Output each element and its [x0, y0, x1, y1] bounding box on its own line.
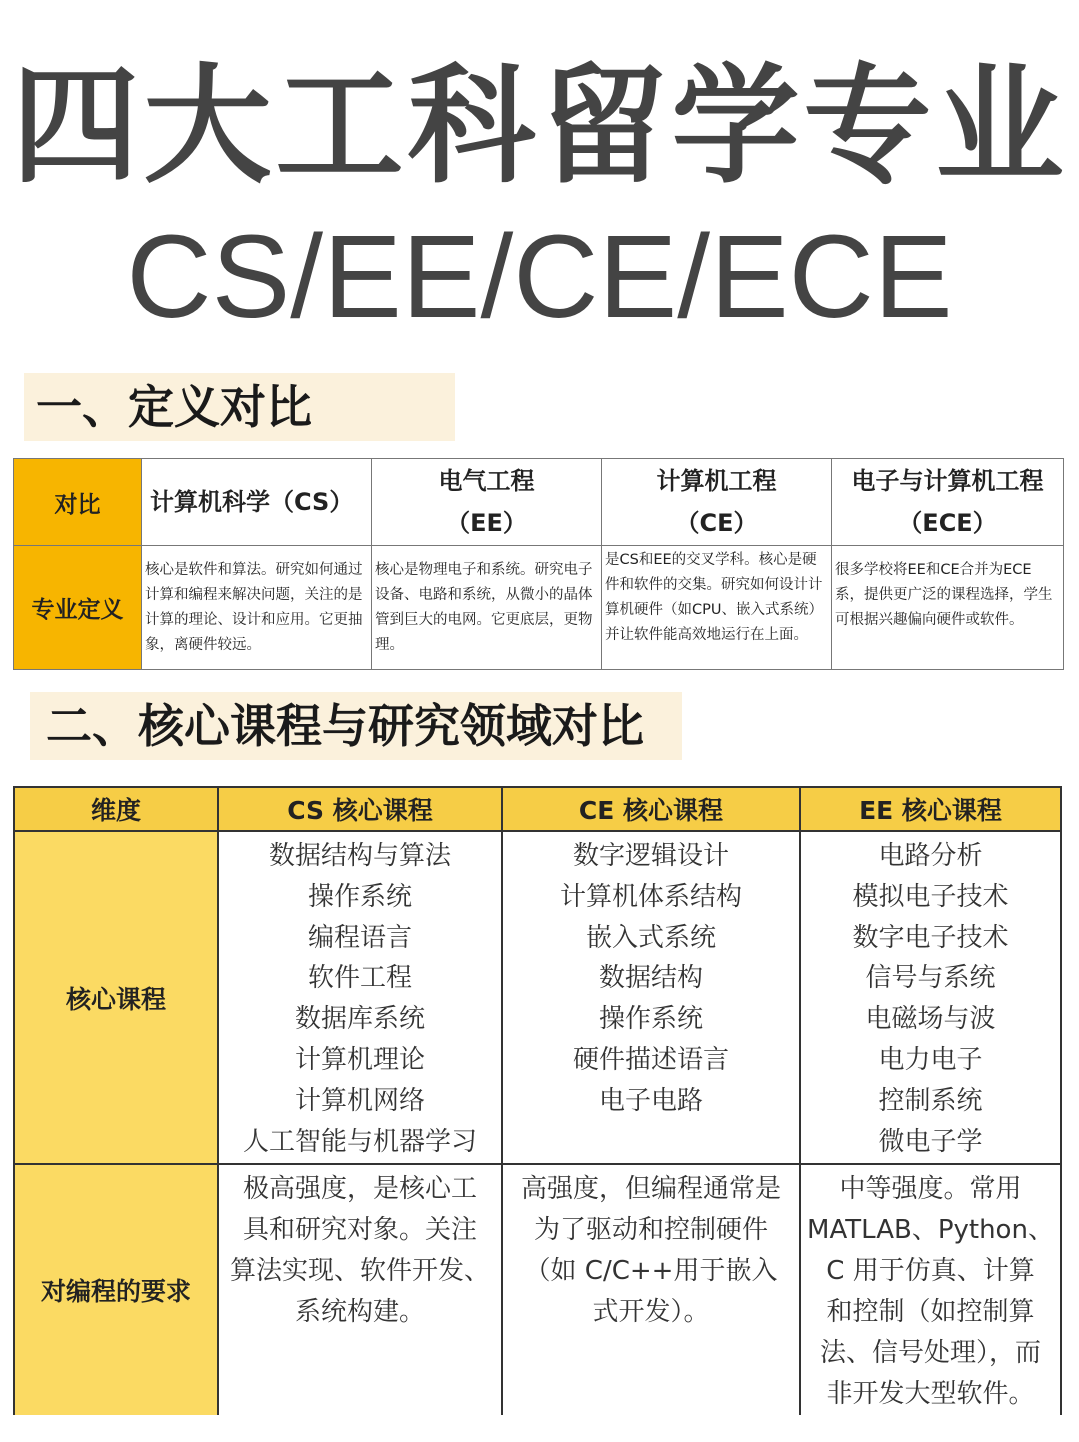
list-item: 计算机理论: [294, 1044, 425, 1075]
list-item: 软件工程: [307, 963, 412, 994]
list-item: 数字逻辑设计: [572, 841, 729, 871]
list-item: 计算机网络: [294, 1085, 425, 1116]
row-label-core-courses: 核心课程: [14, 831, 218, 1164]
section-heading-courses: 二、核心课程与研究领域对比: [30, 692, 682, 760]
page-title: 四大工科留学专业: [11, 52, 1068, 201]
list-item: 电磁场与波: [865, 1004, 996, 1035]
definition-cs: 核心是软件和算法。研究如何通过计算和编程来解决问题，关注的是计算的理论、设计和应用。它更抽象，离硬件较远。: [142, 546, 372, 670]
column-header-ce: 计算机工程 （CE）: [602, 459, 832, 546]
definition-ece: 很多学校将EE和CE合并为ECE系，提供更广泛的课程选择，学生可根据兴趣偏向硬件或软件。: [832, 546, 1064, 670]
list-item: 微电子学: [878, 1126, 983, 1157]
list-item: 信号与系统: [865, 963, 996, 994]
header-cs-courses: CS 核心课程: [218, 787, 502, 831]
definition-ee: 核心是物理电子和系统。研究电子设备、电路和系统，从微小的晶体管到巨大的电网。它更底层，更物理。: [372, 546, 602, 670]
list-item: 电力电子: [878, 1044, 983, 1075]
cs-programming-text: 极高强度，是核心工 具和研究对象。关注 算法实现、软件开发、 系统构建。: [218, 1164, 502, 1415]
list-item: 数据结构: [598, 963, 703, 994]
list-item: 电路分析: [878, 841, 983, 871]
ee-programming-text: 中等强度。常用 MATLAB、Python、 C 用于仿真、计算 和控制（如控制算 法、信号处理），而 非开发大型软件。: [800, 1164, 1061, 1415]
header-ce-courses: CE 核心课程: [502, 787, 800, 831]
list-item: 操作系统: [307, 881, 412, 912]
column-header-ece: 电子与计算机工程 （ECE）: [832, 459, 1064, 546]
list-item: 编程语言: [307, 922, 412, 953]
definition-ce: 是CS和EE的交叉学科。核心是硬件和软件的交集。研究如何设计计算机硬件（如CPU、嵌入式系统）并让软件能高效地运行在上面。: [602, 546, 832, 670]
list-item: 硬件描述语言: [572, 1044, 729, 1075]
list-item: 数据结构与算法: [268, 841, 451, 871]
ee-course-list: [800, 831, 1061, 1164]
courses-table: [13, 786, 1062, 1415]
cs-course-list: [218, 831, 502, 1164]
list-item: 电子电路: [598, 1085, 703, 1116]
ce-course-list: [502, 831, 800, 1164]
list-item: 嵌入式系统: [585, 922, 716, 953]
list-item: 模拟电子技术: [852, 881, 1009, 912]
list-item: 数据库系统: [294, 1004, 425, 1035]
column-header-cs: 计算机科学（CS）: [142, 459, 372, 546]
row-label-definition: 专业定义: [14, 546, 142, 670]
list-item: 数字电子技术: [852, 922, 1009, 953]
list-item: 人工智能与机器学习: [242, 1126, 477, 1157]
header-ee-courses: EE 核心课程: [800, 787, 1061, 831]
header-dimension: 维度: [14, 787, 218, 831]
corner-label: 对比: [14, 459, 142, 546]
ce-programming-text: 高强度，但编程通常是 为了驱动和控制硬件 （如 C/C++用于嵌入 式开发）。: [502, 1164, 800, 1415]
row-label-programming: 对编程的要求: [14, 1164, 218, 1415]
column-header-ee: 电气工程 （EE）: [372, 459, 602, 546]
list-item: 控制系统: [878, 1085, 983, 1116]
section-heading-definition: 一、定义对比: [24, 373, 455, 441]
page-subtitle: CS/EE/CE/ECE: [126, 211, 953, 343]
definition-table: [13, 458, 1064, 670]
list-item: 计算机体系结构: [559, 881, 742, 912]
list-item: 操作系统: [598, 1004, 703, 1035]
